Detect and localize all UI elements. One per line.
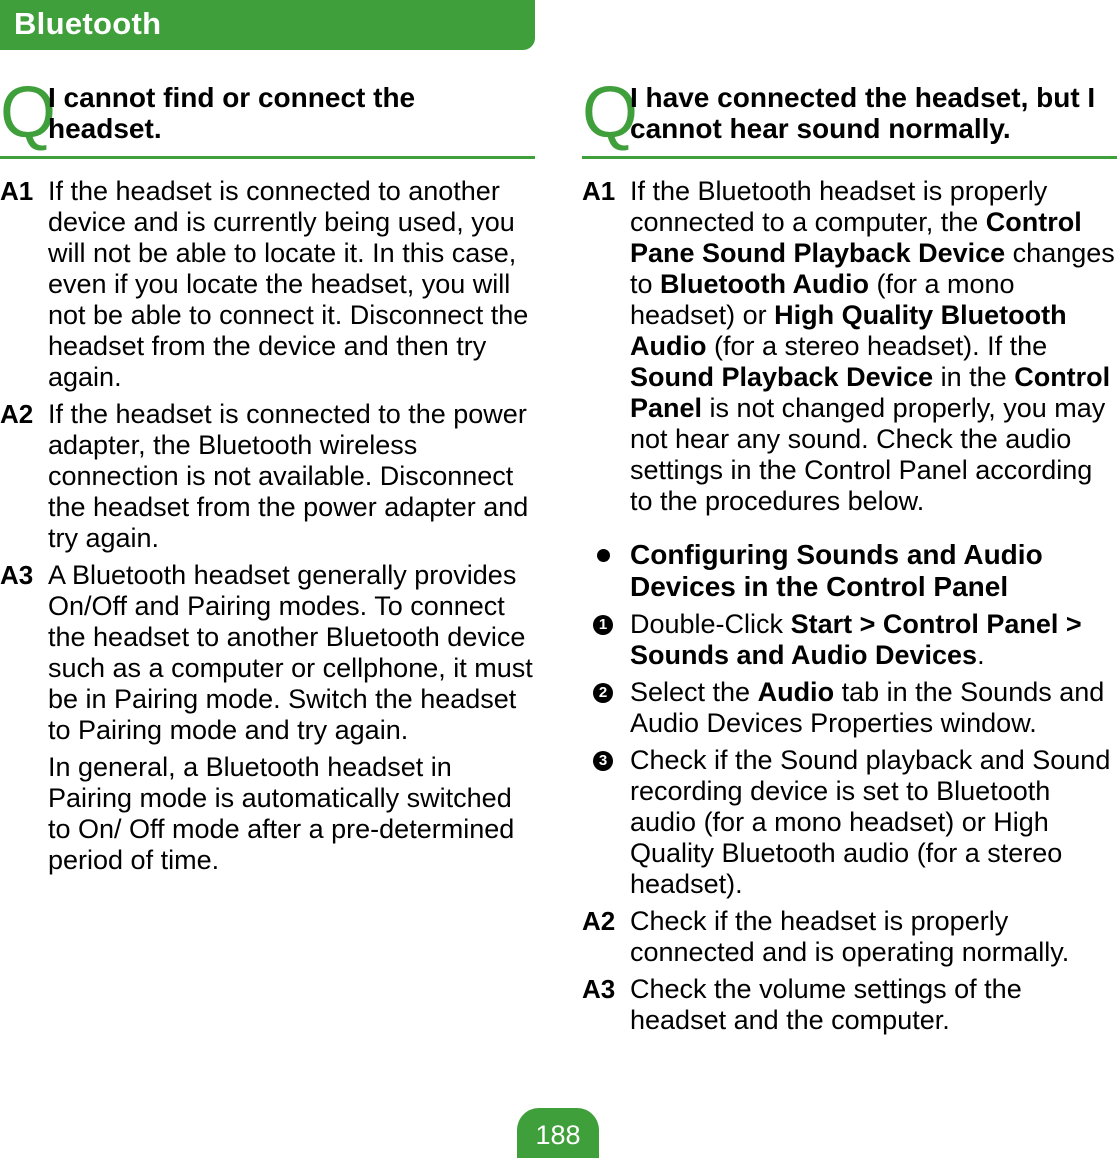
- bullet-icon: [597, 549, 610, 562]
- left-column: [0, 73, 535, 876]
- answer-text: A Bluetooth headset generally provides On/Off and Pairing modes. To connect the headset to another Bluetooth device such as a computer or cellphone, it must be in Pairing mode. Switch the headset to Pairing mode and try again.: [48, 560, 533, 745]
- answer-text: If the headset is connected to the power adapter, the Bluetooth wireless connection is not available. Disconnect the headset from the power adapter and try again.: [48, 399, 529, 553]
- procedure-step: [582, 745, 1117, 900]
- page-number: 188: [535, 1120, 581, 1150]
- answer-label: A3: [0, 560, 34, 590]
- step-text: Check if the Sound playback and Sound recording device is set to Bluetooth audio (for a mono headset) or High Quality Bluetooth audio (for a stereo headset).: [630, 745, 1111, 899]
- section-header: [0, 0, 535, 50]
- answer-a3: [0, 560, 535, 876]
- answer-text: If the headset is connected to another device and is currently being used, you will not be able to locate it. In this case, even if you locate the headset, you will not be able to connect it. Disconnect the headset from the device and then try again.: [48, 176, 529, 392]
- answer-label: A2: [582, 906, 616, 936]
- procedure-step: [582, 677, 1117, 739]
- answer-a2: [582, 906, 1117, 968]
- answer-text: Check if the headset is properly connected and is operating normally.: [630, 906, 1070, 967]
- page-number-tab: [517, 1108, 599, 1158]
- question-heading: [0, 73, 535, 159]
- answer-label: A3: [582, 974, 616, 1004]
- answer-a3: [582, 974, 1117, 1036]
- q-mark: Q: [0, 73, 57, 153]
- procedure-step: [582, 609, 1117, 671]
- answer-label: A1: [0, 176, 34, 206]
- answer-text: If the Bluetooth headset is properly connected to a computer, the Control Pane Sound Playback Device changes to Bluetooth Audio (for a mono headset) or High Quality Bluetooth Audio (for a stereo headset). If the Sound Playback Device in the Control Panel is not changed properly, you may not hear any sound. Check the audio settings in the Control Panel according to the procedures below.: [630, 176, 1115, 516]
- section-title: Bluetooth: [14, 6, 162, 41]
- answer-text: In general, a Bluetooth headset in Pairing mode is automatically switched to On/ Off mode after a pre-determined period of time.: [48, 752, 515, 875]
- right-column: [582, 73, 1117, 1036]
- procedure-heading: [582, 539, 1117, 603]
- answer-text: Check the volume settings of the headset and the computer.: [630, 974, 1022, 1035]
- step-text: Select the Audio tab in the Sounds and Audio Devices Properties window.: [630, 677, 1105, 738]
- answer-a1: [582, 176, 1117, 517]
- answer-label: A2: [0, 399, 34, 429]
- answer-a2: [0, 399, 535, 554]
- answer-label: A1: [582, 176, 616, 206]
- question-text: I have connected the headset, but I cannot hear sound normally.: [630, 82, 1096, 144]
- question-heading: [582, 73, 1117, 159]
- step-number-icon: 2: [593, 683, 613, 703]
- q-mark: Q: [582, 73, 639, 153]
- procedure-title: Configuring Sounds and Audio Devices in the Control Panel: [630, 539, 1043, 602]
- step-number-icon: 3: [593, 751, 613, 771]
- answer-a1: [0, 176, 535, 393]
- question-text: I cannot find or connect the headset.: [48, 82, 416, 144]
- step-text: Double-Click Start > Control Panel > Sounds and Audio Devices.: [630, 609, 1082, 670]
- step-number-icon: 1: [593, 615, 613, 635]
